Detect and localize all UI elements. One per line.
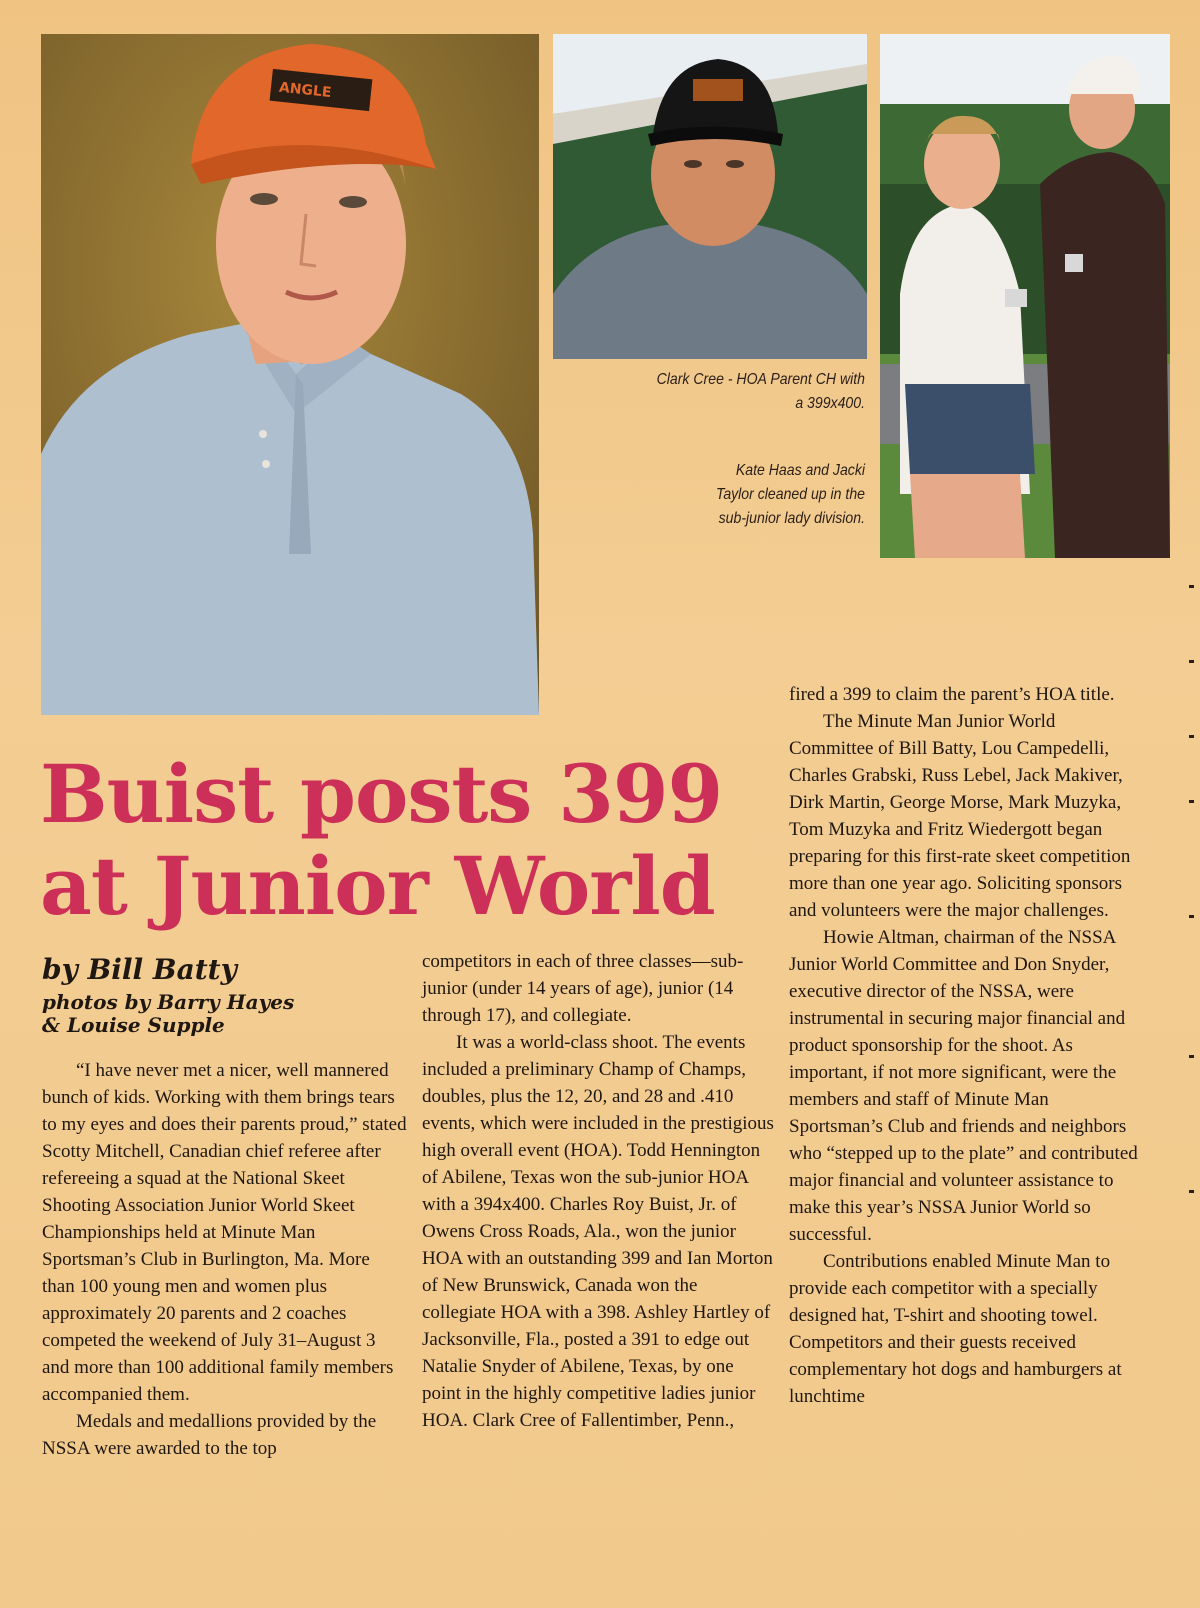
photo-credit-line-1: photos by Barry Hayes bbox=[42, 990, 295, 1014]
paragraph: fired a 399 to claim the parent’s HOA title. bbox=[789, 684, 1115, 705]
caption-line: Clark Cree - HOA Parent CH with bbox=[656, 371, 865, 388]
scan-edge-mark bbox=[1189, 1190, 1194, 1193]
paragraph: The Minute Man Junior World Committee of Bill Batty, Lou Campedelli, Charles Grabski, Russ Lebel, Jack Makiver, Dirk Martin, George Morse, Mark Muzyka, Tom Muzyka and Fritz Wiedergott began preparing for this first-rate skeet competition more than one year ago. Soliciting sponsors and volunteers were the major challenges. bbox=[789, 711, 1131, 921]
main-portrait-photo bbox=[41, 34, 539, 715]
scan-edge-mark bbox=[1189, 800, 1194, 803]
scan-edge-mark bbox=[1189, 1055, 1194, 1058]
headline-line-1: Buist posts 399 bbox=[40, 747, 723, 841]
article-column-3 bbox=[789, 681, 1141, 1410]
paragraph: “I have never met a nicer, well mannered bunch of kids. Working with them brings tears to my eyes and does their parents proud,” stated Scotty Mitchell, Canadian chief referee after refereeing a squad at the National Skeet Shooting Association Junior World Skeet Championships held at Minute Man Sportsman’s Club in Burlington, Ma. More than 100 young men and women plus approximately 20 parents and 2 coaches competed the weekend of July 31–August 3 and more than 100 additional family members accompanied them. bbox=[42, 1060, 407, 1405]
headline-line-2: at Junior World bbox=[40, 839, 715, 933]
ladies-photo-caption bbox=[636, 459, 865, 531]
paragraph: Medals and medallions provided by the NSSA were awarded to the top bbox=[42, 1411, 377, 1459]
paragraph: Howie Altman, chairman of the NSSA Junior World Committee and Don Snyder, executive director of the NSSA, were instrumental in securing major financial and product sponsorship for the shoot. As important, if not more significant, were the members and staff of Minute Man Sportsman’s Club and friends and neighbors who “stepped up to the plate” and contributed major financial and volunteer assistance to make this year’s NSSA Junior World so successful. bbox=[789, 927, 1138, 1245]
svg-text:ANGLE: ANGLE bbox=[278, 79, 333, 102]
article-column-1 bbox=[42, 1057, 407, 1462]
caption-line: sub-junior lady division. bbox=[718, 510, 865, 527]
parent-photo bbox=[553, 34, 867, 359]
caption-line: a 399x400. bbox=[795, 395, 865, 412]
paragraph: competitors in each of three classes—sub-junior (under 14 years of age), junior (14 through 17), and collegiate. bbox=[422, 951, 744, 1026]
scan-edge-mark bbox=[1189, 735, 1194, 738]
parent-photo-caption bbox=[636, 368, 865, 416]
scan-edge-mark bbox=[1189, 585, 1194, 588]
article-column-2 bbox=[422, 948, 774, 1434]
scan-edge-mark bbox=[1189, 660, 1194, 663]
caption-line: Taylor cleaned up in the bbox=[716, 486, 865, 503]
author-byline: by Bill Batty bbox=[42, 953, 237, 986]
scan-edge-mark bbox=[1189, 915, 1194, 918]
paragraph: It was a world-class shoot. The events included a preliminary Champ of Champs, doubles, plus the 12, 20, and 28 and .410 events, which were included in the prestigious high overall event (HOA). Todd Hennington of Abilene, Texas won the sub-junior HOA with a 394x400. Charles Roy Buist, Jr. of Owens Cross Roads, Ala., won the junior HOA with an outstanding 399 and Ian Morton of New Brunswick, Canada won the collegiate HOA with a 398. Ashley Hartley of Jacksonville, Fla., posted a 391 to edge out Natalie Snyder of Abilene, Texas, by one point in the highly competitive ladies junior HOA. Clark Cree of Fallentimber, Penn., bbox=[422, 1032, 774, 1431]
caption-line: Kate Haas and Jacki bbox=[735, 462, 865, 479]
paragraph: Contributions enabled Minute Man to provide each competitor with a specially designed hat, T-shirt and shooting towel. Competitors and their guests received complementary hot dogs and hamburgers at lunchtime bbox=[789, 1251, 1122, 1407]
photo-credit-line-2: & Louise Supple bbox=[42, 1013, 225, 1037]
ladies-photo bbox=[880, 34, 1170, 558]
headline bbox=[40, 748, 740, 932]
